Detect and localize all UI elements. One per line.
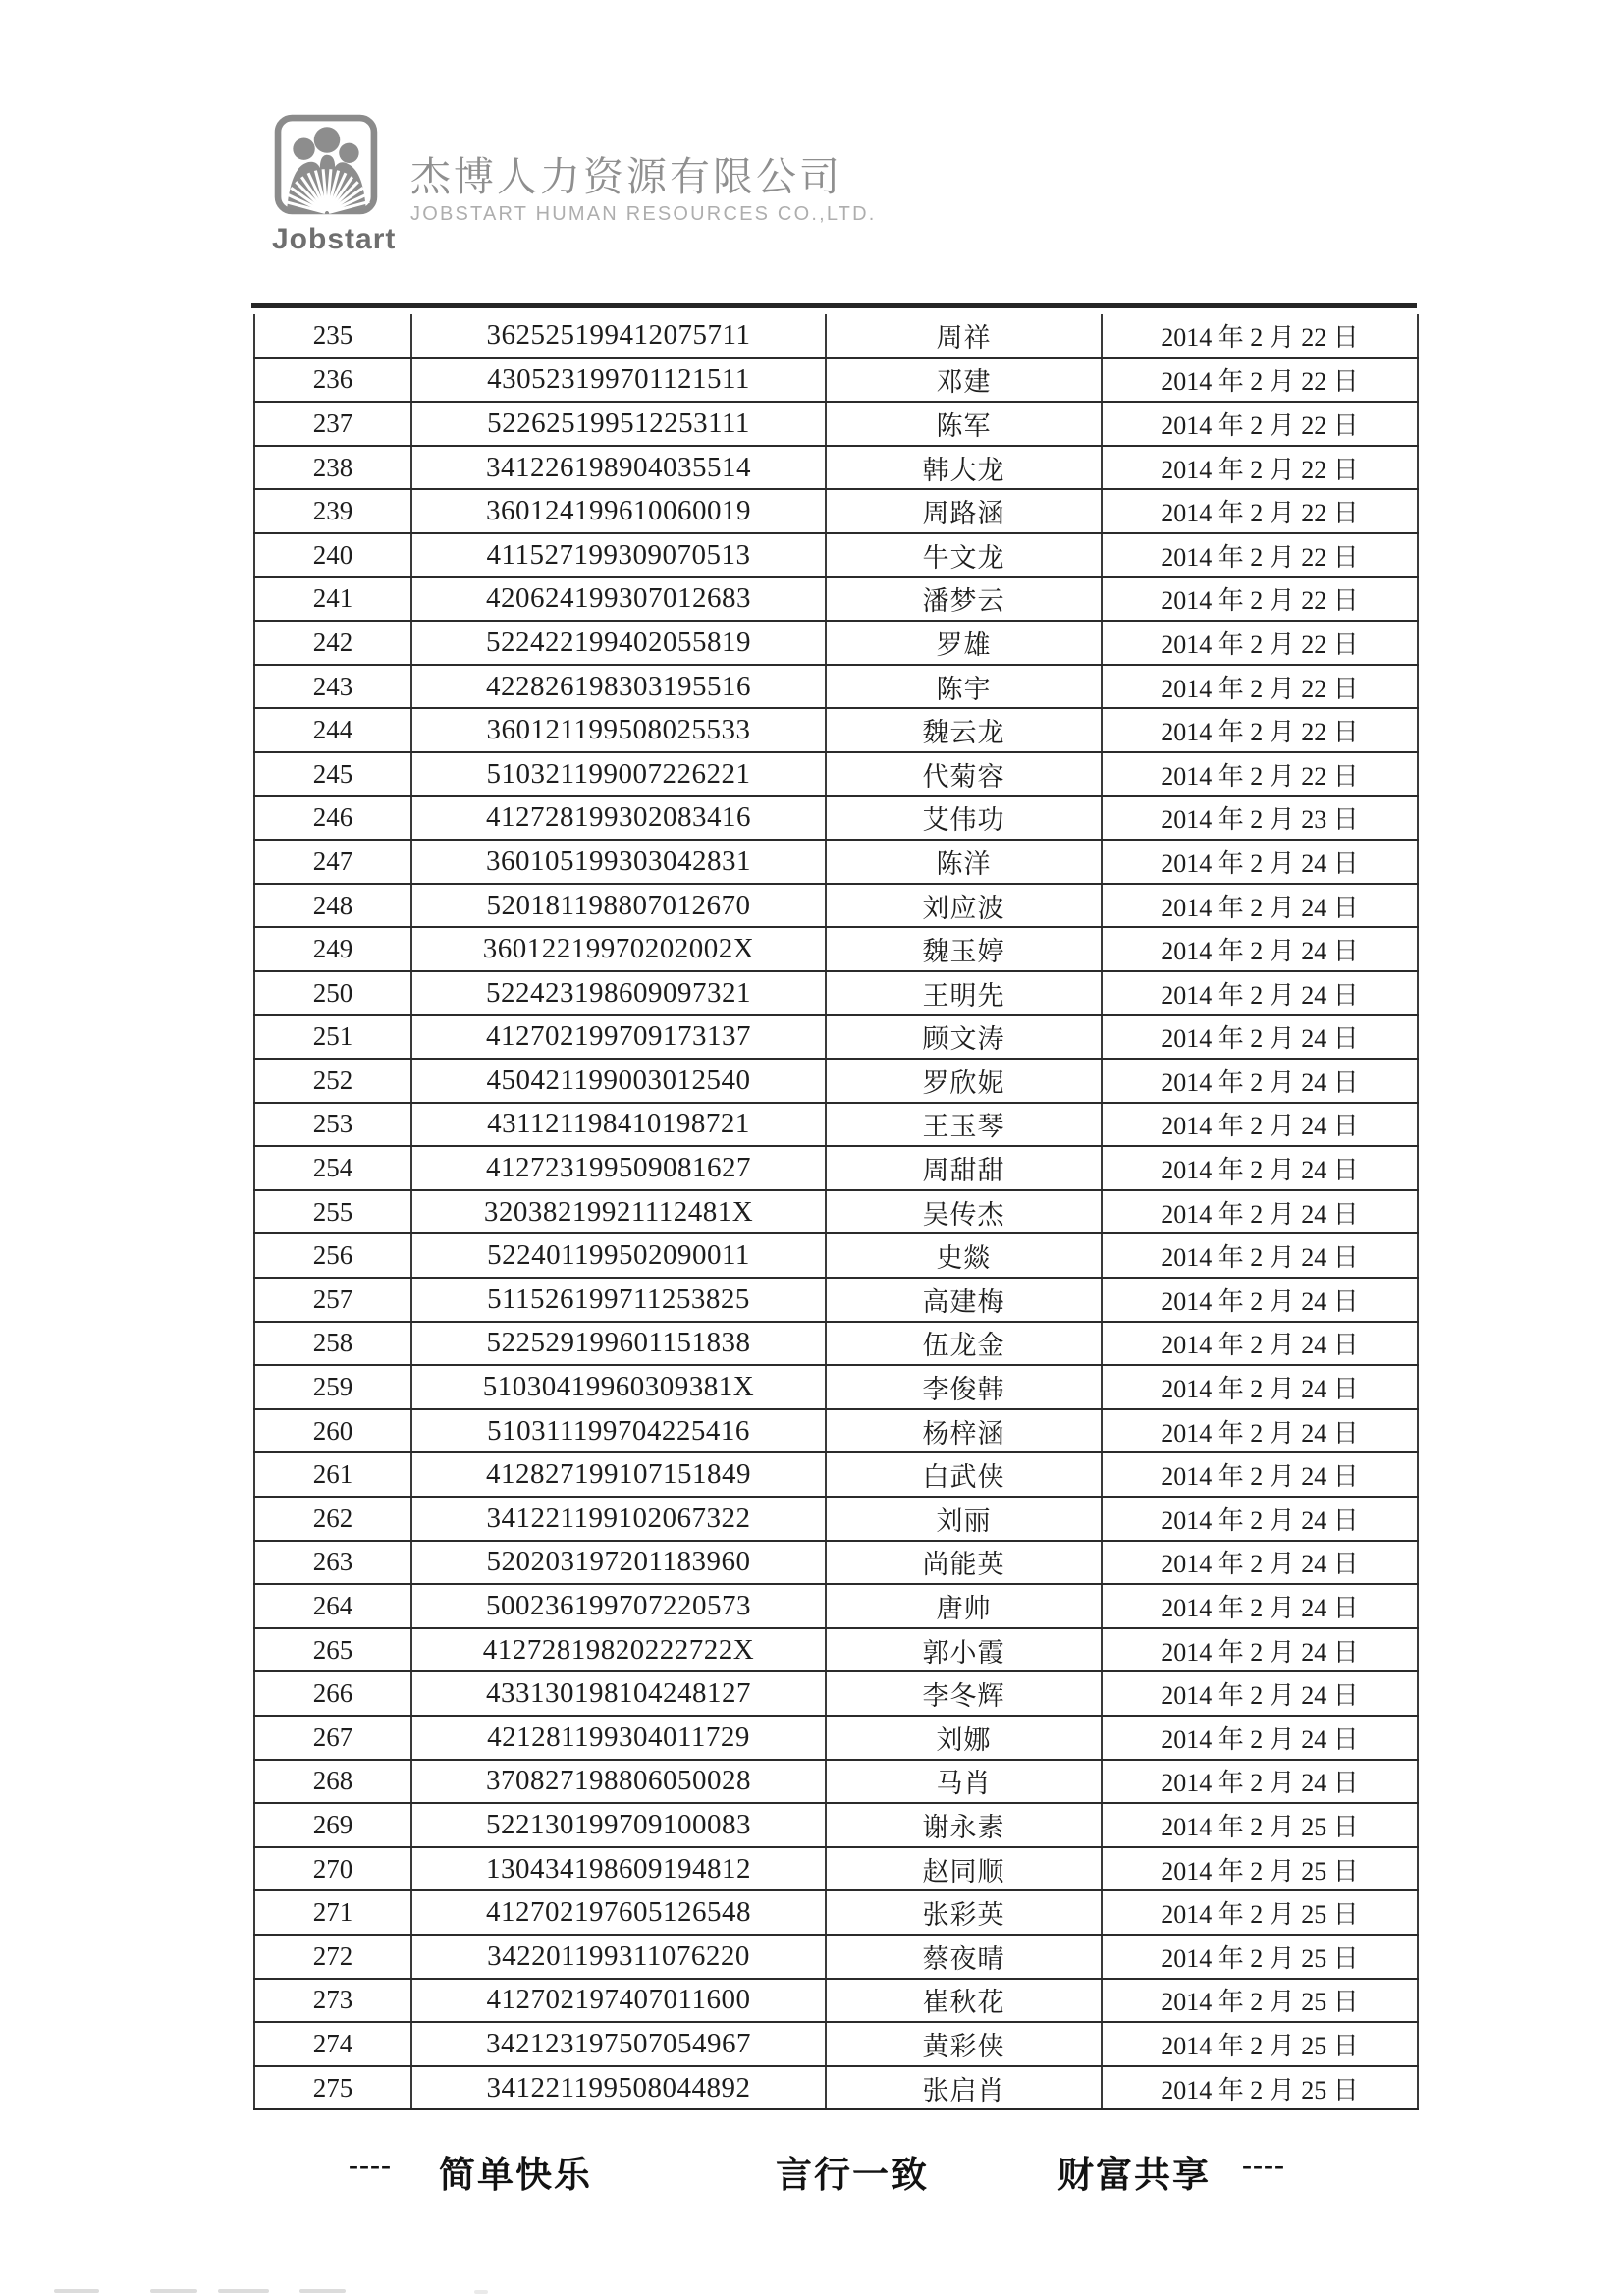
date-cell: 2014 年 2 月 24 日 xyxy=(1102,1190,1418,1234)
name-cell: 伍龙金 xyxy=(826,1322,1102,1366)
row-number-cell: 269 xyxy=(254,1803,411,1847)
table-row xyxy=(254,358,1418,403)
date-cell: 2014 年 2 月 24 日 xyxy=(1102,1671,1418,1716)
name-cell: 韩大龙 xyxy=(826,446,1102,490)
date-cell: 2014 年 2 月 22 日 xyxy=(1102,533,1418,577)
footer-slogan-3: 财富共享 xyxy=(1057,2156,1211,2196)
roster-table-body xyxy=(254,314,1418,2109)
table-row xyxy=(254,1847,1418,1891)
date-cell: 2014 年 2 月 24 日 xyxy=(1102,1278,1418,1322)
table-row xyxy=(254,1541,1418,1585)
table-row xyxy=(254,1760,1418,1804)
id-number-cell: 510321199007226221 xyxy=(411,752,826,796)
date-cell: 2014 年 2 月 24 日 xyxy=(1102,1059,1418,1103)
date-cell: 2014 年 2 月 24 日 xyxy=(1102,1365,1418,1409)
name-cell: 吴传杰 xyxy=(826,1190,1102,1234)
id-number-cell: 370827198806050028 xyxy=(411,1760,826,1804)
date-cell: 2014 年 2 月 22 日 xyxy=(1102,665,1418,709)
id-number-cell: 421281199304011729 xyxy=(411,1716,826,1760)
id-number-cell: 522529199601151838 xyxy=(411,1322,826,1366)
date-cell: 2014 年 2 月 24 日 xyxy=(1102,840,1418,884)
date-cell: 2014 年 2 月 22 日 xyxy=(1102,752,1418,796)
row-number-cell: 261 xyxy=(254,1452,411,1497)
date-cell: 2014 年 2 月 24 日 xyxy=(1102,1584,1418,1628)
id-number-cell: 412702197605126548 xyxy=(411,1890,826,1935)
table-row xyxy=(254,1803,1418,1847)
scan-artifact xyxy=(150,2289,197,2293)
table-row xyxy=(254,314,1418,358)
name-cell: 李俊韩 xyxy=(826,1365,1102,1409)
name-cell: 邓建 xyxy=(826,358,1102,403)
table-row xyxy=(254,1890,1418,1935)
table-row xyxy=(254,1146,1418,1190)
id-number-cell: 360124199610060019 xyxy=(411,489,826,533)
table-row xyxy=(254,1584,1418,1628)
table-row xyxy=(254,927,1418,971)
date-cell: 2014 年 2 月 22 日 xyxy=(1102,402,1418,446)
id-number-cell: 522625199512253111 xyxy=(411,402,826,446)
table-row xyxy=(254,2066,1418,2110)
name-cell: 杨梓涵 xyxy=(826,1409,1102,1453)
row-number-cell: 255 xyxy=(254,1190,411,1234)
row-number-cell: 235 xyxy=(254,314,411,358)
date-cell: 2014 年 2 月 24 日 xyxy=(1102,1409,1418,1453)
logo-brand-text: Jobstart xyxy=(272,223,397,255)
row-number-cell: 236 xyxy=(254,358,411,403)
date-cell: 2014 年 2 月 25 日 xyxy=(1102,2066,1418,2110)
table-row xyxy=(254,1322,1418,1366)
id-number-cell: 341221199508044892 xyxy=(411,2066,826,2110)
row-number-cell: 266 xyxy=(254,1671,411,1716)
date-cell: 2014 年 2 月 25 日 xyxy=(1102,1979,1418,2023)
date-cell: 2014 年 2 月 22 日 xyxy=(1102,489,1418,533)
table-row xyxy=(254,796,1418,841)
date-cell: 2014 年 2 月 24 日 xyxy=(1102,1322,1418,1366)
date-cell: 2014 年 2 月 24 日 xyxy=(1102,927,1418,971)
row-number-cell: 260 xyxy=(254,1409,411,1453)
id-number-cell: 422826198303195516 xyxy=(411,665,826,709)
id-number-cell: 342123197507054967 xyxy=(411,2022,826,2066)
table-row xyxy=(254,840,1418,884)
date-cell: 2014 年 2 月 22 日 xyxy=(1102,358,1418,403)
table-row xyxy=(254,971,1418,1015)
row-number-cell: 242 xyxy=(254,621,411,665)
row-number-cell: 268 xyxy=(254,1760,411,1804)
name-cell: 魏玉婷 xyxy=(826,927,1102,971)
row-number-cell: 259 xyxy=(254,1365,411,1409)
name-cell: 罗雄 xyxy=(826,621,1102,665)
id-number-cell: 51030419960309381X xyxy=(411,1365,826,1409)
date-cell: 2014 年 2 月 22 日 xyxy=(1102,621,1418,665)
row-number-cell: 258 xyxy=(254,1322,411,1366)
row-number-cell: 252 xyxy=(254,1059,411,1103)
name-cell: 赵同顺 xyxy=(826,1847,1102,1891)
date-cell: 2014 年 2 月 24 日 xyxy=(1102,884,1418,928)
table-row xyxy=(254,1671,1418,1716)
id-number-cell: 500236199707220573 xyxy=(411,1584,826,1628)
table-row xyxy=(254,1497,1418,1541)
row-number-cell: 275 xyxy=(254,2066,411,2110)
table-row xyxy=(254,1979,1418,2023)
date-cell: 2014 年 2 月 25 日 xyxy=(1102,1803,1418,1847)
footer-slogans xyxy=(0,2145,1623,2194)
name-cell: 刘丽 xyxy=(826,1497,1102,1541)
table-row xyxy=(254,489,1418,533)
name-cell: 高建梅 xyxy=(826,1278,1102,1322)
id-number-cell: 430523199701121511 xyxy=(411,358,826,403)
scan-artifact xyxy=(299,2289,346,2293)
table-row xyxy=(254,665,1418,709)
date-cell: 2014 年 2 月 25 日 xyxy=(1102,1847,1418,1891)
id-number-cell: 32038219921112481X xyxy=(411,1190,826,1234)
date-cell: 2014 年 2 月 22 日 xyxy=(1102,446,1418,490)
id-number-cell: 520181198807012670 xyxy=(411,884,826,928)
row-number-cell: 267 xyxy=(254,1716,411,1760)
row-number-cell: 241 xyxy=(254,577,411,622)
company-name-english: JOBSTART HUMAN RESOURCES CO.,LTD. xyxy=(410,203,877,226)
name-cell: 王玉琴 xyxy=(826,1103,1102,1147)
company-header xyxy=(410,155,877,226)
date-cell: 2014 年 2 月 24 日 xyxy=(1102,1716,1418,1760)
table-row xyxy=(254,621,1418,665)
date-cell: 2014 年 2 月 24 日 xyxy=(1102,1103,1418,1147)
date-cell: 2014 年 2 月 24 日 xyxy=(1102,1760,1418,1804)
id-number-cell: 450421199003012540 xyxy=(411,1059,826,1103)
date-cell: 2014 年 2 月 25 日 xyxy=(1102,2022,1418,2066)
date-cell: 2014 年 2 月 24 日 xyxy=(1102,971,1418,1015)
scan-artifact xyxy=(474,2290,488,2294)
id-number-cell: 433130198104248127 xyxy=(411,1671,826,1716)
name-cell: 顾文涛 xyxy=(826,1015,1102,1060)
name-cell: 罗欣妮 xyxy=(826,1059,1102,1103)
date-cell: 2014 年 2 月 25 日 xyxy=(1102,1890,1418,1935)
id-number-cell: 341221199102067322 xyxy=(411,1497,826,1541)
table-row xyxy=(254,1365,1418,1409)
id-number-cell: 411527199309070513 xyxy=(411,533,826,577)
name-cell: 唐帅 xyxy=(826,1584,1102,1628)
roster-table xyxy=(253,314,1419,2110)
id-number-cell: 431121198410198721 xyxy=(411,1103,826,1147)
id-number-cell: 360105199303042831 xyxy=(411,840,826,884)
table-row xyxy=(254,1059,1418,1103)
id-number-cell: 520203197201183960 xyxy=(411,1541,826,1585)
date-cell: 2014 年 2 月 25 日 xyxy=(1102,1935,1418,1979)
row-number-cell: 249 xyxy=(254,927,411,971)
name-cell: 刘娜 xyxy=(826,1716,1102,1760)
name-cell: 潘梦云 xyxy=(826,577,1102,622)
row-number-cell: 262 xyxy=(254,1497,411,1541)
date-cell: 2014 年 2 月 22 日 xyxy=(1102,577,1418,622)
id-number-cell: 522130199709100083 xyxy=(411,1803,826,1847)
table-row xyxy=(254,1716,1418,1760)
id-number-cell: 522401199502090011 xyxy=(411,1233,826,1278)
name-cell: 尚能英 xyxy=(826,1541,1102,1585)
row-number-cell: 256 xyxy=(254,1233,411,1278)
name-cell: 陈洋 xyxy=(826,840,1102,884)
name-cell: 周甜甜 xyxy=(826,1146,1102,1190)
id-number-cell: 522423198609097321 xyxy=(411,971,826,1015)
row-number-cell: 273 xyxy=(254,1979,411,2023)
table-row xyxy=(254,1103,1418,1147)
row-number-cell: 254 xyxy=(254,1146,411,1190)
row-number-cell: 240 xyxy=(254,533,411,577)
footer-slogan-1: 简单快乐 xyxy=(439,2156,592,2196)
row-number-cell: 274 xyxy=(254,2022,411,2066)
name-cell: 黄彩侠 xyxy=(826,2022,1102,2066)
row-number-cell: 244 xyxy=(254,708,411,752)
id-number-cell: 360121199508025533 xyxy=(411,708,826,752)
footer-dash-right: ---- xyxy=(1242,2149,1285,2181)
date-cell: 2014 年 2 月 22 日 xyxy=(1102,708,1418,752)
name-cell: 崔秋花 xyxy=(826,1979,1102,2023)
table-row xyxy=(254,577,1418,622)
row-number-cell: 245 xyxy=(254,752,411,796)
table-row xyxy=(254,1409,1418,1453)
date-cell: 2014 年 2 月 24 日 xyxy=(1102,1497,1418,1541)
id-number-cell: 412827199107151849 xyxy=(411,1452,826,1497)
row-number-cell: 246 xyxy=(254,796,411,841)
id-number-cell: 412702199709173137 xyxy=(411,1015,826,1060)
row-number-cell: 250 xyxy=(254,971,411,1015)
name-cell: 代菊容 xyxy=(826,752,1102,796)
company-name-chinese: 杰博人力资源有限公司 xyxy=(410,154,842,199)
row-number-cell: 239 xyxy=(254,489,411,533)
id-number-cell: 41272819820222722X xyxy=(411,1628,826,1672)
row-number-cell: 264 xyxy=(254,1584,411,1628)
scan-artifact xyxy=(218,2289,269,2293)
table-row xyxy=(254,446,1418,490)
row-number-cell: 257 xyxy=(254,1278,411,1322)
id-number-cell: 341226198904035514 xyxy=(411,446,826,490)
id-number-cell: 412723199509081627 xyxy=(411,1146,826,1190)
name-cell: 张启肖 xyxy=(826,2066,1102,2110)
table-row xyxy=(254,1628,1418,1672)
id-number-cell: 511526199711253825 xyxy=(411,1278,826,1322)
name-cell: 魏云龙 xyxy=(826,708,1102,752)
footer-slogan-2: 言行一致 xyxy=(776,2156,929,2196)
name-cell: 蔡夜晴 xyxy=(826,1935,1102,1979)
name-cell: 陈宇 xyxy=(826,665,1102,709)
id-number-cell: 412728199302083416 xyxy=(411,796,826,841)
footer-dash-left: ---- xyxy=(349,2149,392,2181)
table-row xyxy=(254,1233,1418,1278)
table-row xyxy=(254,884,1418,928)
table-row xyxy=(254,1935,1418,1979)
id-number-cell: 362525199412075711 xyxy=(411,314,826,358)
table-top-border xyxy=(251,303,1417,308)
row-number-cell: 265 xyxy=(254,1628,411,1672)
row-number-cell: 243 xyxy=(254,665,411,709)
table-row xyxy=(254,2022,1418,2066)
name-cell: 王明先 xyxy=(826,971,1102,1015)
row-number-cell: 253 xyxy=(254,1103,411,1147)
jobstart-people-sunburst-icon xyxy=(272,114,382,221)
table-row xyxy=(254,402,1418,446)
name-cell: 郭小霞 xyxy=(826,1628,1102,1672)
row-number-cell: 270 xyxy=(254,1847,411,1891)
id-number-cell: 412702197407011600 xyxy=(411,1979,826,2023)
name-cell: 白武侠 xyxy=(826,1452,1102,1497)
table-row xyxy=(254,1190,1418,1234)
name-cell: 马肖 xyxy=(826,1760,1102,1804)
row-number-cell: 237 xyxy=(254,402,411,446)
name-cell: 艾伟功 xyxy=(826,796,1102,841)
name-cell: 张彩英 xyxy=(826,1890,1102,1935)
company-logo xyxy=(272,114,397,256)
row-number-cell: 238 xyxy=(254,446,411,490)
date-cell: 2014 年 2 月 24 日 xyxy=(1102,1452,1418,1497)
row-number-cell: 263 xyxy=(254,1541,411,1585)
name-cell: 谢永素 xyxy=(826,1803,1102,1847)
table-row xyxy=(254,708,1418,752)
table-row xyxy=(254,533,1418,577)
row-number-cell: 272 xyxy=(254,1935,411,1979)
table-row xyxy=(254,752,1418,796)
scan-artifact xyxy=(54,2289,99,2293)
name-cell: 李冬辉 xyxy=(826,1671,1102,1716)
name-cell: 陈军 xyxy=(826,402,1102,446)
id-number-cell: 342201199311076220 xyxy=(411,1935,826,1979)
name-cell: 牛文龙 xyxy=(826,533,1102,577)
name-cell: 刘应波 xyxy=(826,884,1102,928)
date-cell: 2014 年 2 月 22 日 xyxy=(1102,314,1418,358)
row-number-cell: 271 xyxy=(254,1890,411,1935)
id-number-cell: 420624199307012683 xyxy=(411,577,826,622)
table-row xyxy=(254,1015,1418,1060)
date-cell: 2014 年 2 月 24 日 xyxy=(1102,1628,1418,1672)
row-number-cell: 251 xyxy=(254,1015,411,1060)
date-cell: 2014 年 2 月 24 日 xyxy=(1102,1146,1418,1190)
id-number-cell: 522422199402055819 xyxy=(411,621,826,665)
table-row xyxy=(254,1452,1418,1497)
name-cell: 史燚 xyxy=(826,1233,1102,1278)
id-number-cell: 130434198609194812 xyxy=(411,1847,826,1891)
date-cell: 2014 年 2 月 24 日 xyxy=(1102,1233,1418,1278)
id-number-cell: 36012219970202002X xyxy=(411,927,826,971)
name-cell: 周祥 xyxy=(826,314,1102,358)
row-number-cell: 248 xyxy=(254,884,411,928)
date-cell: 2014 年 2 月 24 日 xyxy=(1102,1015,1418,1060)
date-cell: 2014 年 2 月 24 日 xyxy=(1102,1541,1418,1585)
table-row xyxy=(254,1278,1418,1322)
row-number-cell: 247 xyxy=(254,840,411,884)
name-cell: 周路涵 xyxy=(826,489,1102,533)
date-cell: 2014 年 2 月 23 日 xyxy=(1102,796,1418,841)
id-number-cell: 510311199704225416 xyxy=(411,1409,826,1453)
